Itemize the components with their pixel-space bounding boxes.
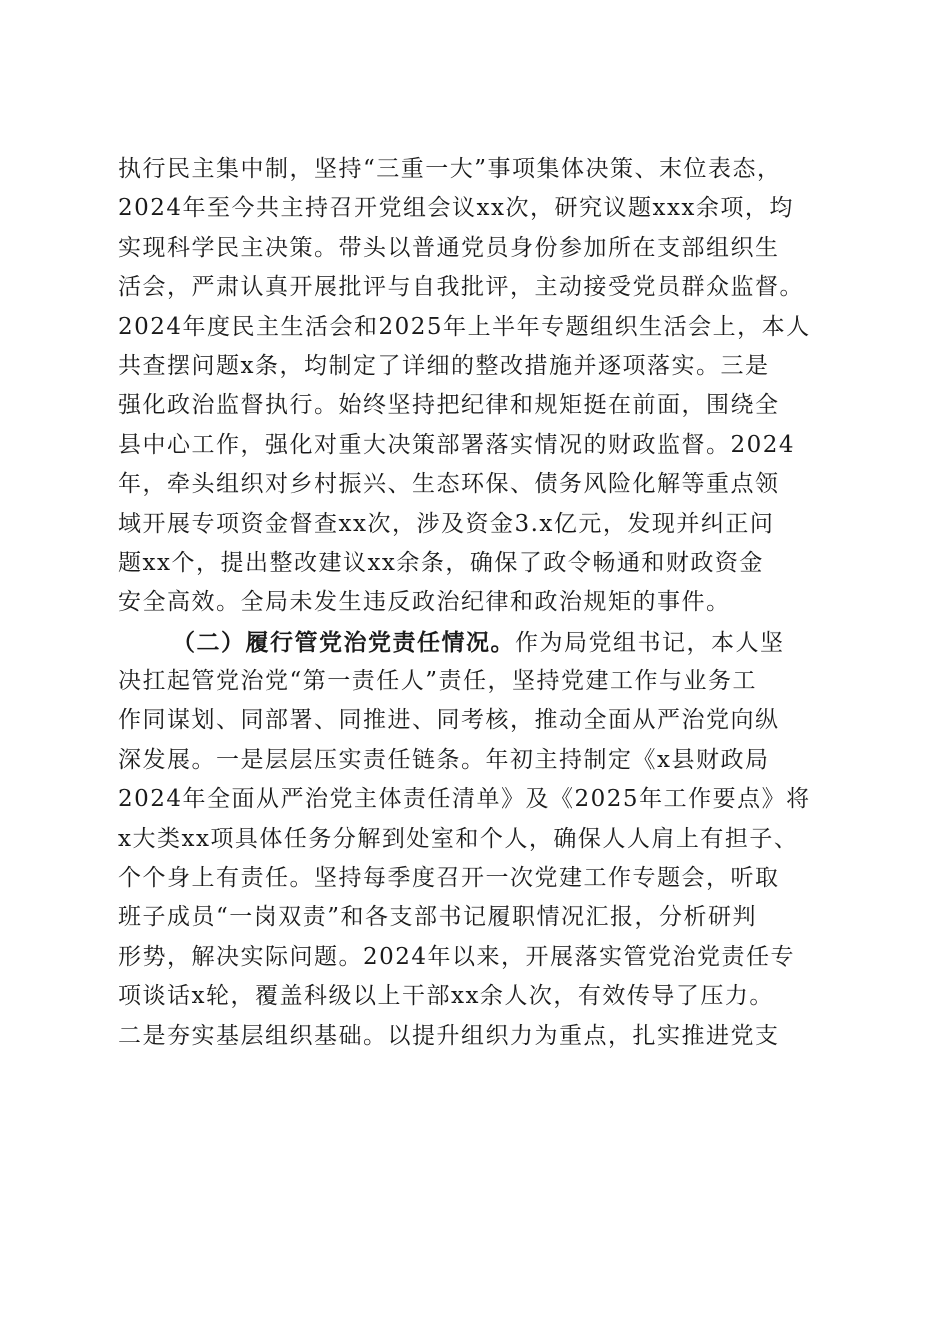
paragraph-line: x大类xx项具体任务分解到处室和个人，确保人人肩上有担子、 — [118, 825, 799, 852]
paragraph-line: 班子成员“一岗双责”和各支部书记履职情况汇报，分析研判 — [118, 904, 758, 931]
paragraph-line: 2024年全面从严治党主体责任清单》及《2025年工作要点》将 — [118, 786, 811, 813]
paragraph-line: 安全高效。全局未发生违反政治纪律和政治规矩的事件。 — [118, 589, 731, 616]
section-heading-continuation: 作为局党组书记，本人坚 — [515, 629, 785, 656]
paragraph-line: 形势，解决实际问题。2024年以来，开展落实管党治党责任专 — [118, 943, 796, 970]
paragraph-line: 个个身上有责任。坚持每季度召开一次党建工作专题会，听取 — [118, 865, 780, 892]
paragraph-line: 共查摆问题x条，均制定了详细的整改措施并逐项落实。三是 — [118, 352, 770, 379]
paragraph-line: 作同谋划、同部署、同推进、同考核，推动全面从严治党向纵 — [118, 707, 780, 734]
section-heading: （二）履行管党治党责任情况。 — [172, 628, 515, 656]
paragraph-line: 项谈话x轮，覆盖科级以上干部xx余人次，有效传导了压力。 — [118, 983, 774, 1010]
paragraph-line: 2024年至今共主持召开党组会议xx次，研究议题xxx余项，均 — [118, 195, 794, 222]
paragraph-line: 强化政治监督执行。始终坚持把纪律和规矩挺在前面，围绕全 — [118, 392, 780, 419]
paragraph-line: 执行民主集中制，坚持“三重一大”事项集体决策、末位表态， — [118, 156, 782, 182]
section-heading-line — [118, 623, 832, 662]
paragraph-line: 深发展。一是层层压实责任链条。年初主持制定《x县财政局 — [118, 746, 770, 773]
paragraph-line: 题xx个，提出整改建议xx余条，确保了政令畅通和财政资金 — [118, 549, 764, 576]
paragraph-line: 2024年度民主生活会和2025年上半年专题组织生活会上，本人 — [118, 313, 811, 340]
paragraph-line: 县中心工作，强化对重大决策部署落实情况的财政监督。2024 — [118, 431, 796, 458]
paragraph-line: 实现科学民主决策。带头以普通党员身份参加所在支部组织生 — [118, 234, 780, 261]
paragraph-line: 年，牵头组织对乡村振兴、生态环保、债务风险化解等重点领 — [118, 471, 780, 498]
body-text — [118, 150, 832, 1056]
paragraph-line: 域开展专项资金督查xx次，涉及资金3.x亿元，发现并纠正问 — [118, 510, 775, 537]
paragraph-line: 二是夯实基层组织基础。以提升组织力为重点，扎实推进党支 — [118, 1022, 780, 1049]
paragraph-line: 活会，严肃认真开展批评与自我批评，主动接受党员群众监督。 — [118, 274, 804, 301]
paragraph-line: 决扛起管党治党“第一责任人”责任，坚持党建工作与业务工 — [118, 668, 758, 695]
